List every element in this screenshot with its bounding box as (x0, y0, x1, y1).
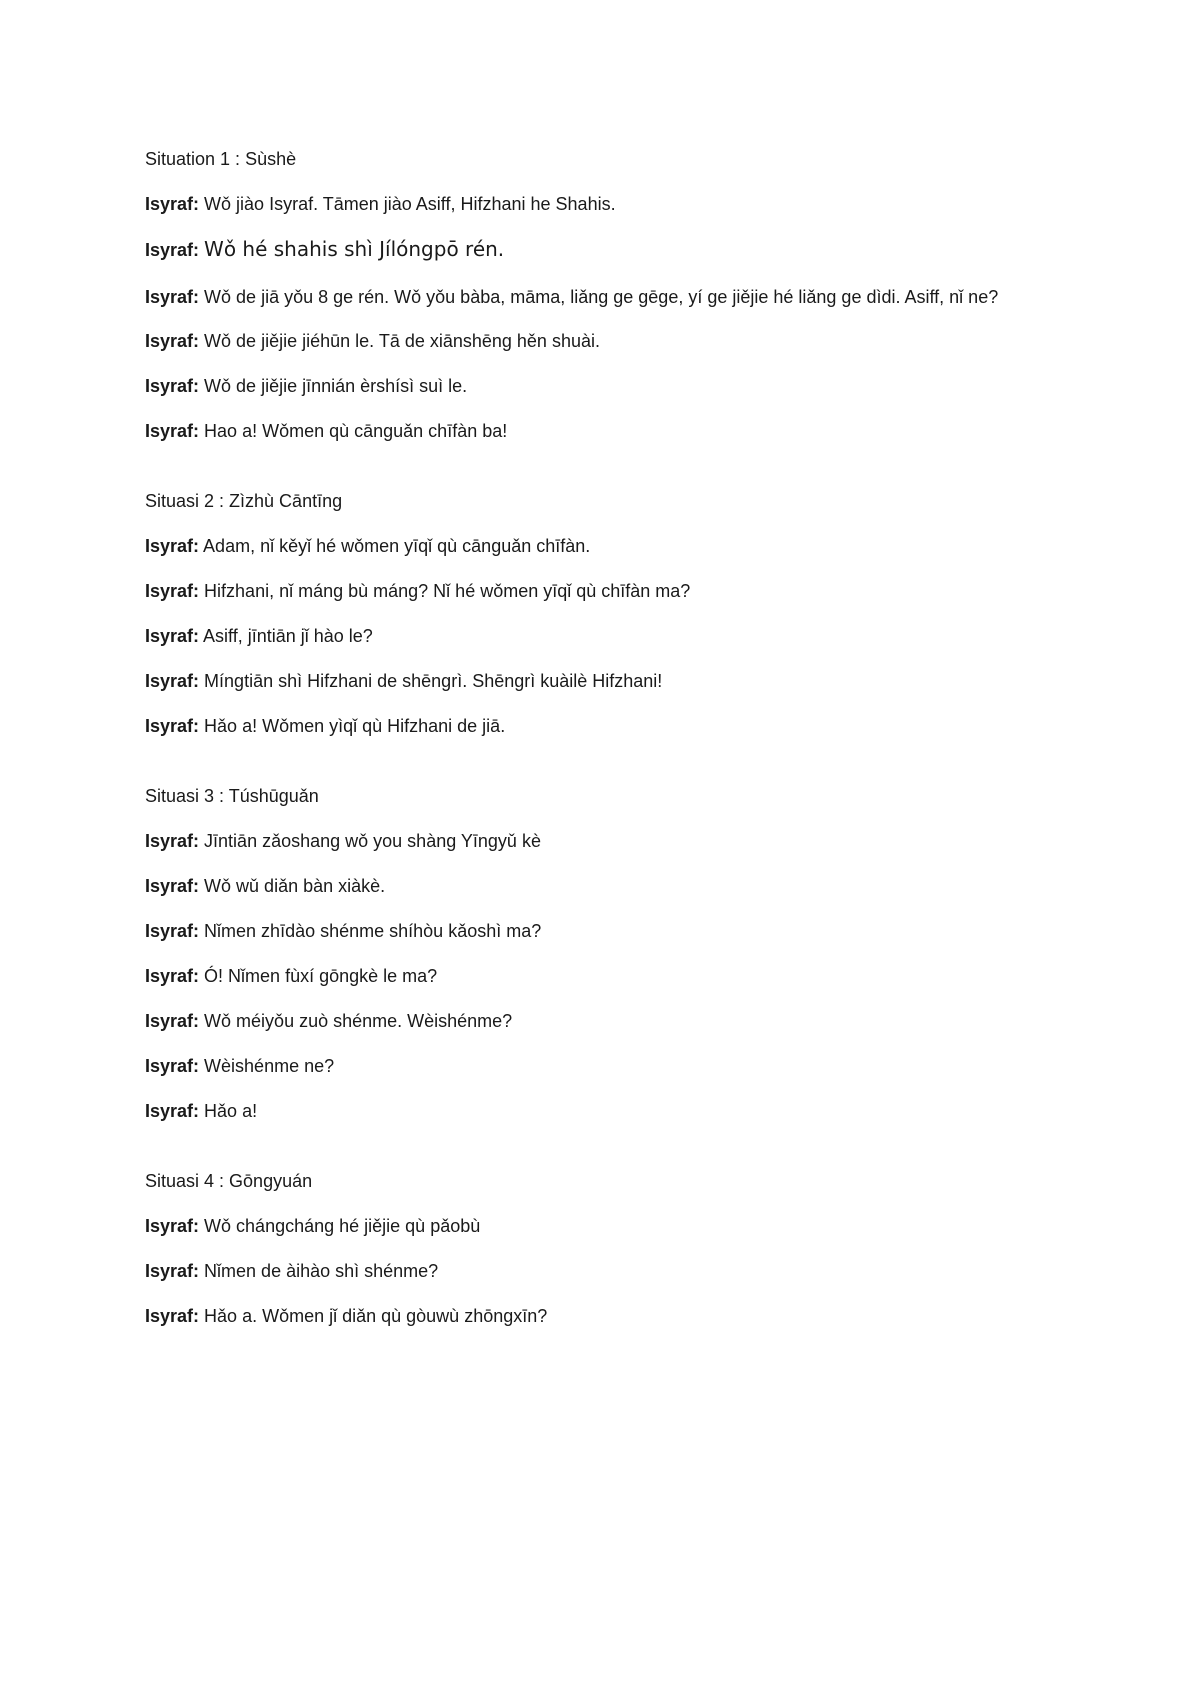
dialogue-text: Nǐmen de àihào shì shénme? (204, 1261, 439, 1281)
dialogue-text: Wǒ jiào Isyraf. Tāmen jiào Asiff, Hifzhani he Shahis. (204, 194, 616, 214)
dialogue-line (145, 1215, 1065, 1237)
speaker-label: Isyraf: (145, 536, 200, 556)
dialogue-text: Asiff, jīntiān jǐ hào le? (203, 626, 373, 646)
speaker-label: Isyraf: (145, 831, 200, 851)
dialogue-line (145, 330, 1065, 352)
dialogue-line (145, 193, 1065, 215)
dialogue-text: Hǎo a! (204, 1101, 258, 1121)
speaker-label: Isyraf: (145, 240, 200, 260)
dialogue-line (145, 535, 1065, 557)
speaker-label: Isyraf: (145, 376, 200, 396)
dialogue-text: Adam, nǐ kěyǐ hé wǒmen yīqǐ qù cānguǎn chīfàn. (203, 536, 591, 556)
dialogue-text: Jīntiān zǎoshang wǒ you shàng Yīngyǔ kè (204, 831, 541, 851)
dialogue-line (145, 920, 1065, 942)
speaker-label: Isyraf: (145, 194, 200, 214)
dialogue-text: Ó! Nǐmen fùxí gōngkè le ma? (204, 966, 438, 986)
dialogue-text: Wǒ méiyǒu zuò shénme. Wèishénme? (204, 1011, 513, 1031)
situation-1-heading: Situation 1 : Sùshè (145, 149, 297, 169)
speaker-label: Isyraf: (145, 1056, 200, 1076)
situation-2-section (145, 490, 1065, 737)
speaker-label: Isyraf: (145, 921, 200, 941)
situation-3-heading: Situasi 3 : Túshūguǎn (145, 786, 319, 806)
dialogue-text: Wǒ de jiějie jīnnián èrshísì suì le. (204, 376, 468, 396)
dialogue-text: Wǒ de jiā yǒu 8 ge rén. Wǒ yǒu bàba, māma, liǎng ge gēge, yí ge jiějie hé liǎng ge dìdi. Asiff, nǐ ne? (204, 287, 999, 307)
speaker-label: Isyraf: (145, 421, 200, 441)
dialogue-line (145, 1305, 1065, 1327)
speaker-label: Isyraf: (145, 287, 200, 307)
speaker-label: Isyraf: (145, 966, 200, 986)
situation-2-heading: Situasi 2 : Zìzhù Cāntīng (145, 491, 343, 511)
dialogue-text: Wǒ hé shahis shì Jílóngpō rén. (204, 237, 505, 261)
dialogue-line (145, 238, 1065, 261)
dialogue-text: Míngtiān shì Hifzhani de shēngrì. Shēngrì kuàilè Hifzhani! (204, 671, 663, 691)
situation-1-section (145, 148, 1065, 442)
speaker-label: Isyraf: (145, 1216, 200, 1236)
dialogue-text: Wǒ wǔ diǎn bàn xiàkè. (204, 876, 386, 896)
dialogue-line (145, 715, 1065, 737)
speaker-label: Isyraf: (145, 1101, 200, 1121)
dialogue-line (145, 965, 1065, 987)
dialogue-text: Hǎo a! Wǒmen yìqǐ qù Hifzhani de jiā. (204, 716, 506, 736)
dialogue-text: Wǒ chángcháng hé jiějie qù pǎobù (204, 1216, 481, 1236)
speaker-label: Isyraf: (145, 671, 200, 691)
speaker-label: Isyraf: (145, 1261, 200, 1281)
speaker-label: Isyraf: (145, 581, 200, 601)
dialogue-text: Hifzhani, nǐ máng bù máng? Nǐ hé wǒmen yīqǐ qù chīfàn ma? (204, 581, 691, 601)
dialogue-line (145, 875, 1065, 897)
dialogue-line (145, 830, 1065, 852)
dialogue-text: Wǒ de jiějie jiéhūn le. Tā de xiānshēng hěn shuài. (204, 331, 600, 351)
dialogue-line (145, 375, 1065, 397)
dialogue-line (145, 1055, 1065, 1077)
dialogue-line (145, 1260, 1065, 1282)
document-page (145, 148, 1065, 1327)
situation-4-heading: Situasi 4 : Gōngyuán (145, 1171, 313, 1191)
speaker-label: Isyraf: (145, 1011, 200, 1031)
dialogue-text: Hao a! Wǒmen qù cānguǎn chīfàn ba! (204, 421, 508, 441)
dialogue-line (145, 580, 1065, 602)
speaker-label: Isyraf: (145, 1306, 200, 1326)
speaker-label: Isyraf: (145, 331, 200, 351)
dialogue-line (145, 284, 1065, 310)
dialogue-text: Wèishénme ne? (204, 1056, 335, 1076)
dialogue-line (145, 1010, 1065, 1032)
dialogue-line (145, 625, 1065, 647)
situation-4-section (145, 1170, 1065, 1327)
dialogue-line (145, 670, 1065, 692)
dialogue-text: Hǎo a. Wǒmen jǐ diǎn qù gòuwù zhōngxīn? (204, 1306, 548, 1326)
dialogue-text: Nǐmen zhīdào shénme shíhòu kǎoshì ma? (204, 921, 542, 941)
speaker-label: Isyraf: (145, 876, 200, 896)
dialogue-line (145, 1100, 1065, 1122)
dialogue-line (145, 420, 1065, 442)
speaker-label: Isyraf: (145, 626, 200, 646)
speaker-label: Isyraf: (145, 716, 200, 736)
situation-3-section (145, 785, 1065, 1122)
